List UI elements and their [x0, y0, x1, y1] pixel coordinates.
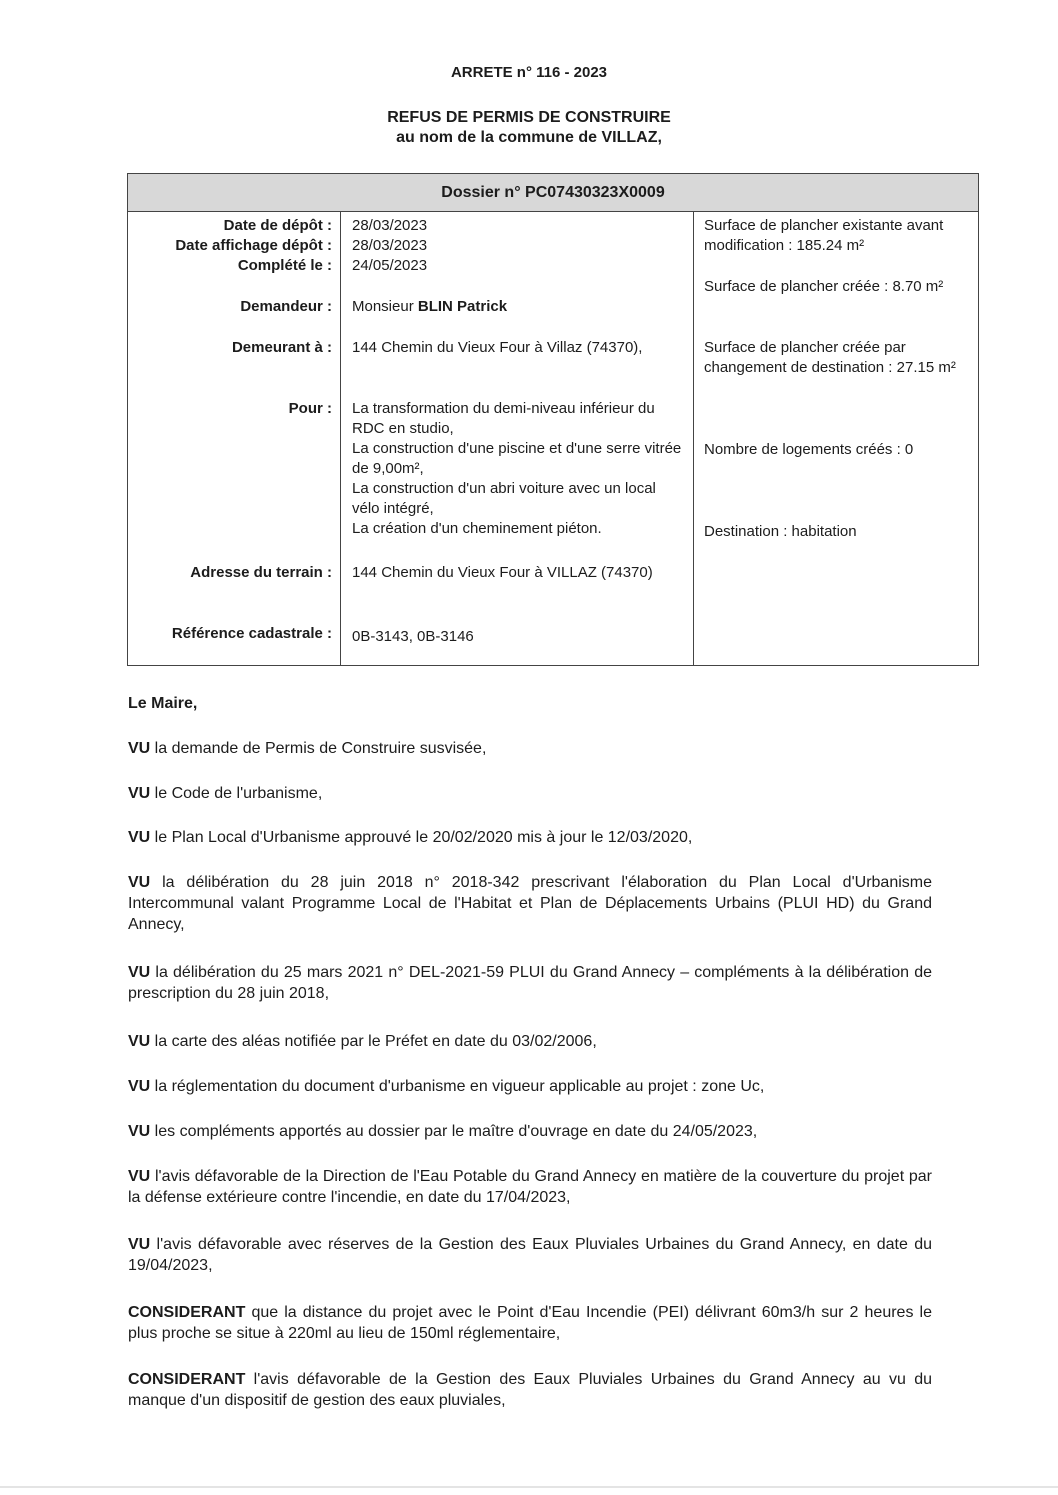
para-lead: VU — [128, 1078, 151, 1095]
para-lead: VU — [128, 1123, 151, 1140]
vu-paragraph — [128, 738, 932, 759]
para-text: la délibération du 25 mars 2021 n° DEL-2021-59 PLUI du Grand Annecy – compléments à la délibération de prescription du 28 juin 2018, — [128, 964, 932, 1002]
date-values — [352, 216, 682, 276]
vu-paragraph — [128, 1234, 932, 1276]
para-lead: VU — [128, 874, 151, 891]
surface-creee: Surface de plancher créée : 8.70 m² — [704, 278, 944, 295]
para-text: le Code de l'urbanisme, — [150, 785, 323, 802]
para-lead: CONSIDERANT — [128, 1371, 246, 1388]
pour-item: La construction d'une piscine et d'une serre vitrée de 9,00m², — [352, 440, 682, 477]
column-divider — [340, 212, 341, 665]
pour-item: La transformation du demi-niveau inférieur du RDC en studio, — [352, 400, 655, 437]
para-lead: VU — [128, 964, 151, 981]
vu-paragraph — [128, 962, 932, 1004]
logements-crees: Nombre de logements créés : 0 — [704, 441, 914, 458]
para-text: l'avis défavorable de la Direction de l'Eau Potable du Grand Annecy en matière de la couverture du projet par la défense extérieure contre l'incendie, en date du 17/04/2023, — [128, 1168, 932, 1206]
vu-paragraph — [128, 783, 932, 804]
demandeur-name: BLIN Patrick — [417, 298, 508, 315]
para-lead: CONSIDERANT — [128, 1304, 246, 1321]
vu-paragraph — [128, 1166, 932, 1208]
label-adresse: Adresse du terrain : — [190, 564, 332, 581]
surface-existante: Surface de plancher existante avant modification : 185.24 m² — [704, 217, 944, 254]
demandeur-civility: Monsieur — [352, 298, 418, 315]
value-adresse: 144 Chemin du Vieux Four à VILLAZ (74370) — [352, 564, 653, 581]
value-complete: 24/05/2023 — [352, 257, 428, 274]
label-demandeur: Demandeur : — [240, 298, 332, 315]
para-text: les compléments apportés au dossier par le maître d'ouvrage en date du 24/05/2023, — [150, 1123, 758, 1140]
label-pour: Pour : — [288, 400, 332, 417]
para-lead: VU — [128, 1236, 151, 1253]
value-pour — [352, 399, 682, 539]
column-divider — [693, 212, 694, 665]
pour-item: La construction d'un abri voiture avec un local vélo intégré, — [352, 480, 656, 517]
para-text: que la distance du projet avec le Point d'Eau Incendie (PEI) délivrant 60m3/h sur 2 heures le plus proche se situe à 220ml au lieu de 150ml réglementaire, — [128, 1304, 932, 1342]
considerant-paragraph — [128, 1302, 932, 1344]
para-text: l'avis défavorable de la Gestion des Eaux Pluviales Urbaines du Grand Annecy au vu du manque d'un dispositif de gestion des eaux pluviales, — [128, 1371, 932, 1409]
date-labels — [175, 216, 332, 276]
value-date-affichage: 28/03/2023 — [352, 237, 428, 254]
value-demeurant: 144 Chemin du Vieux Four à Villaz (74370), — [352, 339, 643, 356]
para-text: la carte des aléas notifiée par le Préfet en date du 03/02/2006, — [150, 1033, 597, 1050]
para-lead: VU — [128, 785, 151, 802]
pour-item: La création d'un cheminement piéton. — [352, 520, 602, 537]
dossier-number: Dossier n° PC07430323X0009 — [128, 174, 978, 212]
value-demandeur — [352, 297, 682, 317]
para-text: le Plan Local d'Urbanisme approuvé le 20/02/2020 mis à jour le 12/03/2020, — [150, 829, 693, 846]
vu-paragraph — [128, 872, 932, 935]
para-lead: VU — [128, 829, 151, 846]
vu-paragraph — [128, 1031, 932, 1052]
label-complete: Complété le : — [237, 257, 332, 274]
considerant-paragraph — [128, 1369, 932, 1411]
vu-paragraph — [128, 827, 932, 848]
vu-paragraph — [128, 1076, 932, 1097]
para-text: l'avis défavorable avec réserves de la Gestion des Eaux Pluviales Urbaines du Grand Annecy, en date du 19/04/2023, — [128, 1236, 932, 1274]
surface-destination: Surface de plancher créée par changement de destination : 27.15 m² — [704, 339, 956, 376]
document-title — [0, 108, 1058, 148]
para-lead: VU — [128, 1168, 151, 1185]
value-date-depot: 28/03/2023 — [352, 217, 428, 234]
destination: Destination : habitation — [704, 523, 857, 540]
para-lead: VU — [128, 740, 151, 757]
value-reference: 0B-3143, 0B-3146 — [352, 628, 474, 645]
label-date-affichage: Date affichage dépôt : — [175, 237, 332, 254]
label-reference: Référence cadastrale : — [171, 625, 332, 642]
scan-edge — [0, 1486, 1058, 1488]
dossier-table — [127, 173, 979, 666]
maire-heading: Le Maire, — [128, 695, 198, 712]
label-date-depot: Date de dépôt : — [223, 217, 332, 234]
para-lead: VU — [128, 1033, 151, 1050]
arrete-number: ARRETE n° 116 - 2023 — [450, 64, 608, 81]
vu-paragraph — [128, 1121, 932, 1142]
para-text: la réglementation du document d'urbanisme en vigueur applicable au projet : zone Uc, — [150, 1078, 765, 1095]
para-text: la demande de Permis de Construire susvisée, — [150, 740, 487, 757]
label-demeurant: Demeurant à : — [231, 339, 332, 356]
para-text: la délibération du 28 juin 2018 n° 2018-342 prescrivant l'élaboration du Plan Local d'Urbanisme Intercommunal valant Programme Local de l'Habitat et Plan de Déplacements Urbains (PLUI HD) du Grand Annecy, — [128, 874, 932, 933]
commune-line: au nom de la commune de VILLAZ, — [396, 129, 662, 146]
refus-title: REFUS DE PERMIS DE CONSTRUIRE — [387, 109, 671, 126]
